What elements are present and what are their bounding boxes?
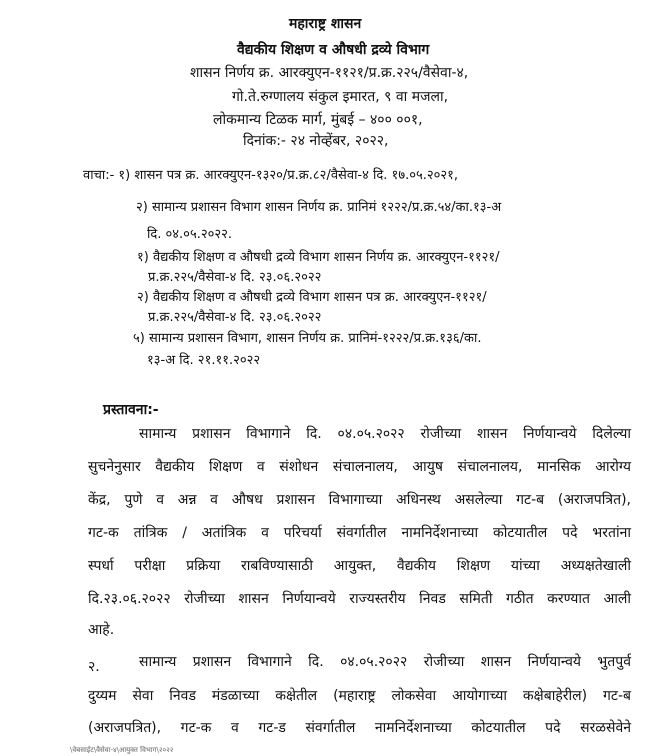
reference-2-line2: दि. ०४.०५.२०२२.	[147, 227, 233, 242]
preamble-p2-line2: दुय्यम सेवा निवड मंडळाच्या कक्षेतील (महाराष्ट्र लोकसेवा आयोगाच्या कक्षेबाहेरील) गट-ब	[88, 688, 631, 704]
preamble-p2-line3: (अराजपत्रित), गट-क व गट-ड संवर्गातील नामनिर्देशनाच्या कोटयातील पदे सरळसेवेने	[88, 720, 631, 736]
header-date: दिनांक:- २४ नोव्हेंबर, २०२२,	[243, 133, 389, 149]
preamble-p2-line1: सामान्य प्रशासन विभागाने दि. ०४.०५.२०२२ रोजीच्या शासन निर्णयान्वये भुतपुर्व	[139, 654, 631, 670]
header-government: महाराष्ट्र शासन	[289, 16, 362, 32]
reference-2-line1: २) सामान्य प्रशासन विभाग शासन निर्णय क्र. प्रानिमं १२२२/प्र.क्र.५४/का.१३-अ	[136, 200, 502, 215]
reference-3-line1: १) वैद्यकीय शिक्षण व औषधी द्रव्ये विभाग शासन निर्णय क्र. आरक्युएन-११२१/	[137, 250, 500, 265]
preamble-p1-line7: आहे.	[88, 622, 115, 638]
reference-5-line1: ५) सामान्य प्रशासन विभाग, शासन निर्णय क्र. प्रानिमं-१२२२/प्र.क्र.१३६/का.	[133, 331, 482, 346]
reference-5-line2: १३-अ दि. २१.११.२०२२	[147, 353, 261, 368]
header-department: वैद्यकीय शिक्षण व औषधी द्रव्ये विभाग	[237, 42, 430, 58]
header-address-line2: लोकमान्य टिळक मार्ग, मुंबई – ४०० ००१,	[213, 112, 423, 128]
preamble-p1-line3: केंद्र, पुणे व अन्न व औषध प्रशासन विभागाच्या अधिनस्थ असलेल्या गट-ब (अराजपत्रित),	[88, 492, 631, 508]
preamble-heading: प्रस्तावना:-	[103, 402, 159, 418]
header-gr-number: शासन निर्णय क्र. आरक्युएन-११२१/प्र.क्र.२२५/वैसेवा-४,	[190, 65, 469, 81]
preamble-p1-line2: सुचनेनुसार वैद्यकीय शिक्षण व संशोधन संचालनालय, आयुष संचालनालय, मानसिक आरोग्य	[88, 459, 631, 475]
header-address-line1: गो.ते.रुग्णालय संकुल इमारत, ९ वा मजला,	[232, 89, 449, 105]
paragraph-2-number: २.	[88, 659, 100, 675]
reference-4-line1: २) वैद्यकीय शिक्षण व औषधी द्रव्ये विभाग शासन पत्र क्र. आरक्युएन-११२१/	[137, 290, 487, 305]
preamble-p1-line6: दि.२३.०६.२०२२ रोजीच्या शासन निर्णयान्वये राज्यस्तरीय निवड समिती गठीत करण्यात आली	[88, 591, 631, 607]
preamble-p1-line4: गट-क तांत्रिक / अतांत्रिक व परिचर्या संवर्गातील नामनिर्देशनाच्या कोटयातील पदे भरतांना	[88, 525, 631, 541]
reference-4-line2: प्र.क्र.२२५/वैसेवा-४ दि. २३.०६.२०२२	[148, 310, 322, 325]
reference-3-line2: प्र.क्र.२२५/वैसेवा-४ दि. २३.०६.२०२२	[148, 270, 322, 285]
reference-1: वाचा:- १) शासन पत्र क्र. आरक्युएन-१३२०/प्र.क्र.८२/वैसेवा-४ दि. १७.०५.२०२१,	[83, 168, 459, 183]
preamble-p1-line1: सामान्य प्रशासन विभागाने दि. ०४.०५.२०२२ रोजीच्या शासन निर्णयान्वये दिलेल्या	[139, 426, 631, 442]
preamble-p1-line5: स्पर्धा परीक्षा प्रक्रिया राबविण्यासाठी आयुक्त, वैद्यकीय शिक्षण यांच्या अध्यक्षतेखाली	[88, 558, 631, 574]
footer-file-path: \वेबसाईट\वैसेवा-४\आयुक्त विभाग\२०२२	[70, 746, 174, 754]
